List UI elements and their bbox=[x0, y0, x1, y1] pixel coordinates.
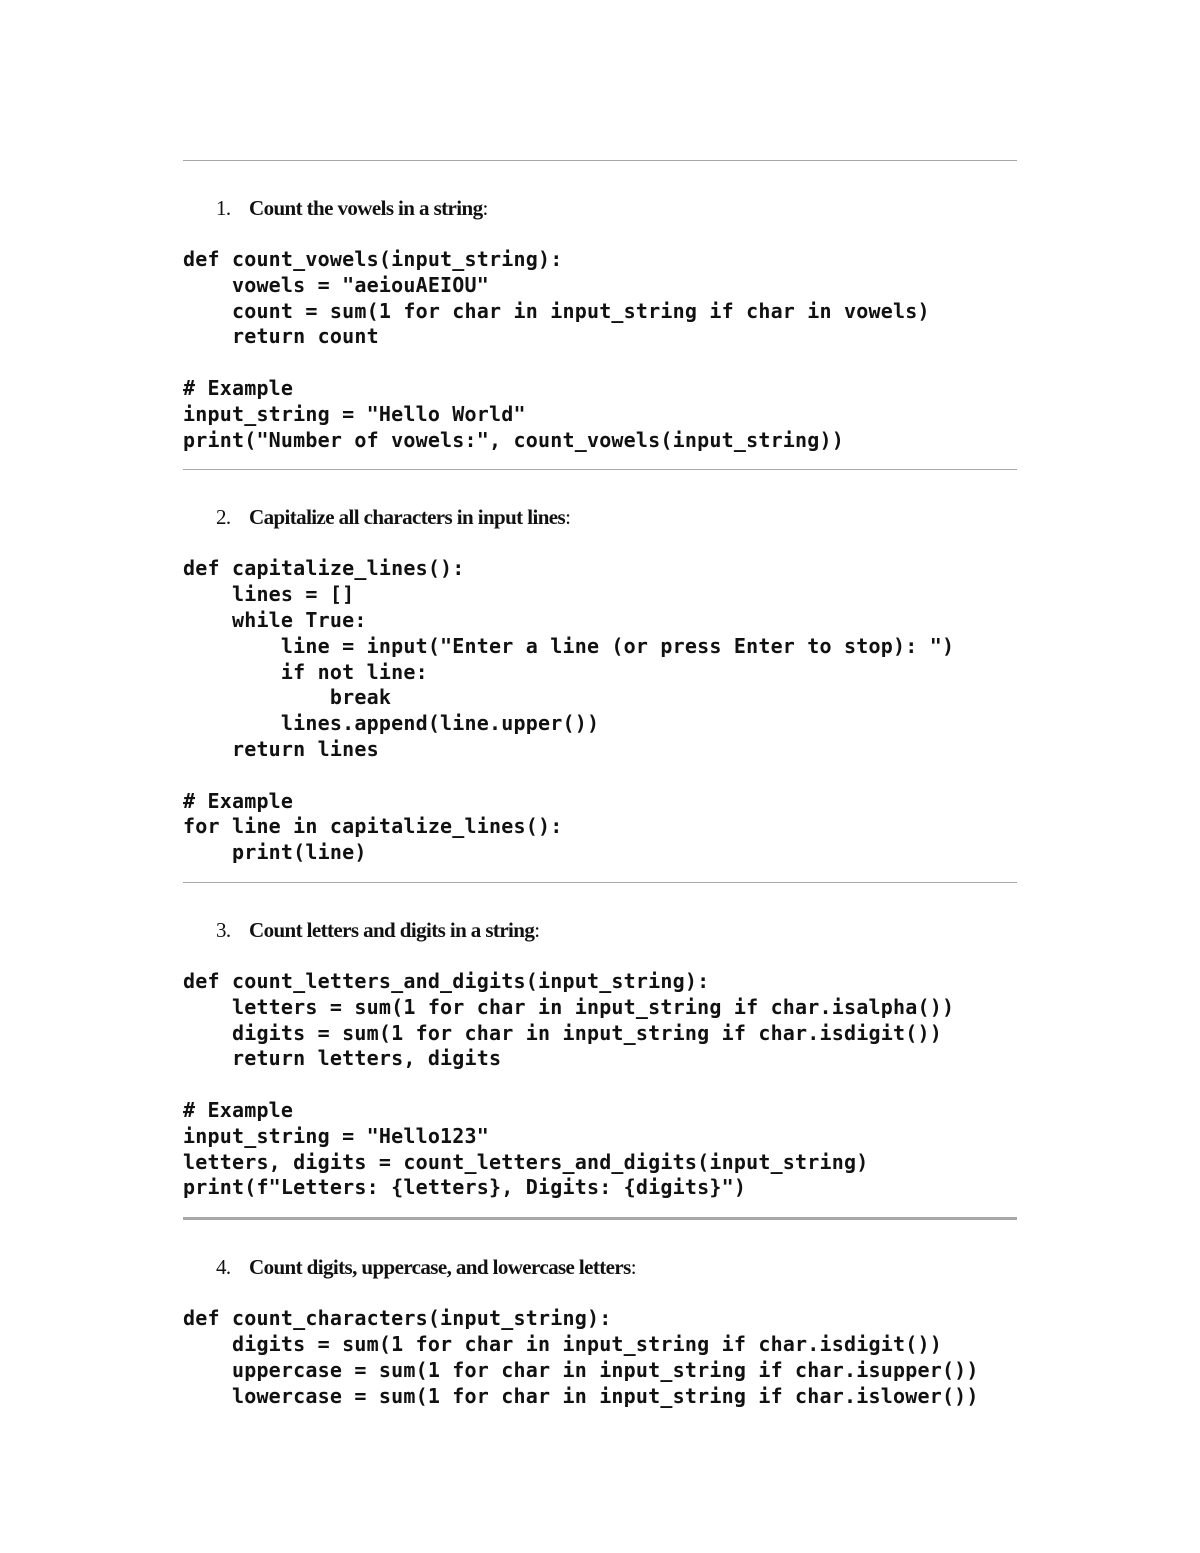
section-1-title: Count the vowels in a string bbox=[249, 196, 483, 220]
section-2-colon: : bbox=[565, 505, 571, 530]
section-2-title: Capitalize all characters in input lines bbox=[249, 505, 566, 530]
section-3-title: Count letters and digits in a string bbox=[249, 917, 535, 942]
section-3-colon: : bbox=[534, 917, 540, 942]
divider bbox=[183, 469, 1017, 470]
section-4-colon: : bbox=[630, 1255, 636, 1280]
section-2-code-block: def capitalize_lines(): lines = [] while True: line = input("Enter a line (or press Enter to stop): ") if not line: break lines.append(line.upper()) return lines # Example for line in capitalize_lines(): print(line) bbox=[183, 556, 955, 865]
section-3-heading bbox=[183, 917, 1017, 943]
section-4-number: 4. bbox=[216, 1255, 231, 1280]
divider bbox=[183, 1217, 1017, 1220]
section-2-number: 2. bbox=[216, 505, 231, 530]
section-2-heading bbox=[183, 504, 1017, 530]
section-1-colon: : bbox=[482, 196, 488, 220]
divider bbox=[183, 160, 1017, 161]
divider bbox=[183, 882, 1017, 883]
section-1-code-block: def count_vowels(input_string): vowels = "aeiouAEIOU" count = sum(1 for char in input_string if char in vowels) return count # Example input_string = "Hello World" print("Number of vowels:", count_vowels(input_string)) bbox=[183, 247, 930, 452]
document-page bbox=[183, 160, 1017, 1409]
section-4-heading bbox=[183, 1254, 1017, 1280]
section-4-title: Count digits, uppercase, and lowercase letters bbox=[249, 1255, 631, 1280]
section-1-heading bbox=[183, 195, 1017, 221]
section-3-code-block: def count_letters_and_digits(input_string): letters = sum(1 for char in input_string if char.isalpha()) digits = sum(1 for char in input_string if char.isdigit()) return letters, digits # Example input_string = "Hello123" letters, digits = count_letters_and_digits(input_string) print(f"Letters: {letters}, Digits: {digits}") bbox=[183, 968, 955, 1200]
section-3-number: 3. bbox=[216, 917, 231, 942]
section-1-number: 1. bbox=[216, 196, 231, 220]
section-4-code-block: def count_characters(input_string): digits = sum(1 for char in input_string if char.isdigit()) uppercase = sum(1 for char in input_string if char.isupper()) lowercase = sum(1 for char in input_string if char.islower()) bbox=[183, 1306, 979, 1408]
